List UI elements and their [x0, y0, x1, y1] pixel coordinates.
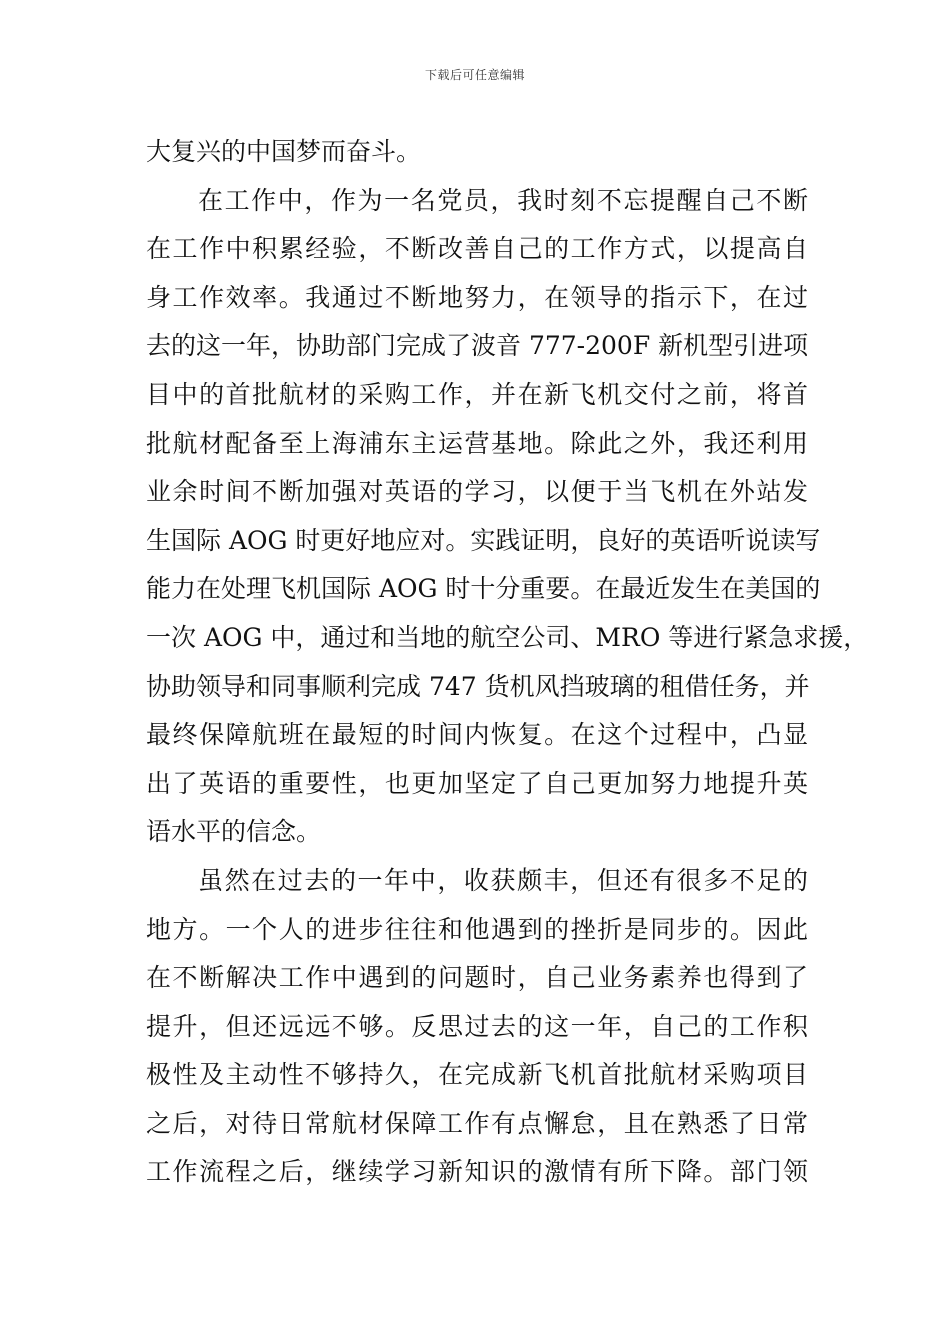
text-line: 生国际 AOG 时更好地应对。实践证明，良好的英语听说读写 [146, 525, 821, 555]
text-line: 在工作中积累经验，不断改善自己的工作方式，以提高自 [146, 234, 808, 264]
text-line: 之后，对待日常航材保障工作有点懈怠，且在熟悉了日常 [146, 1108, 808, 1138]
text-line: 极性及主动性不够持久，在完成新飞机首批航材采购项目 [146, 1060, 808, 1090]
text-line: 在工作中，作为一名党员，我时刻不忘提醒自己不断 [198, 185, 808, 215]
text-line: 出了英语的重要性，也更加坚定了自己更加努力地提升英 [146, 768, 808, 798]
text-line: 工作流程之后，继续学习新知识的激情有所下降。部门领 [146, 1157, 808, 1187]
text-line: 身工作效率。我通过不断地努力，在领导的指示下，在过 [146, 282, 808, 312]
text-line: 最终保障航班在最短的时间内恢复。在这个过程中，凸显 [146, 720, 808, 750]
text-line: 一次 AOG 中，通过和当地的航空公司、MRO 等进行紧急求援， [146, 622, 869, 652]
text-line: 协助领导和同事顺利完成 747 货机风挡玻璃的租借任务，并 [146, 671, 810, 701]
text-line: 业余时间不断加强对英语的学习，以便于当飞机在外站发 [146, 477, 808, 507]
text-line: 在不断解决工作中遇到的问题时，自己业务素养也得到了 [146, 963, 808, 993]
text-line: 大复兴的中国梦而奋斗。 [146, 137, 422, 166]
body-text [146, 128, 869, 1197]
text-line: 地方。一个人的进步往往和他遇到的挫折是同步的。因此 [146, 914, 808, 944]
text-line: 提升，但还远远不够。反思过去的这一年，自己的工作积 [146, 1011, 808, 1041]
page-header: 下载后可任意编辑 [424, 68, 525, 82]
text-line: 去的这一年，协助部门完成了波音 777-200F 新机型引进项 [146, 331, 809, 361]
text-line: 能力在处理飞机国际 AOG 时十分重要。在最近发生在美国的 [146, 574, 821, 604]
text-line: 目中的首批航材的采购工作，并在新飞机交付之前，将首 [146, 379, 808, 409]
text-line: 虽然在过去的一年中，收获颇丰，但还有很多不足的 [198, 865, 808, 895]
text-line: 语水平的信念。 [146, 817, 322, 847]
text-line: 批航材配备至上海浦东主运营基地。除此之外，我还利用 [146, 428, 808, 458]
